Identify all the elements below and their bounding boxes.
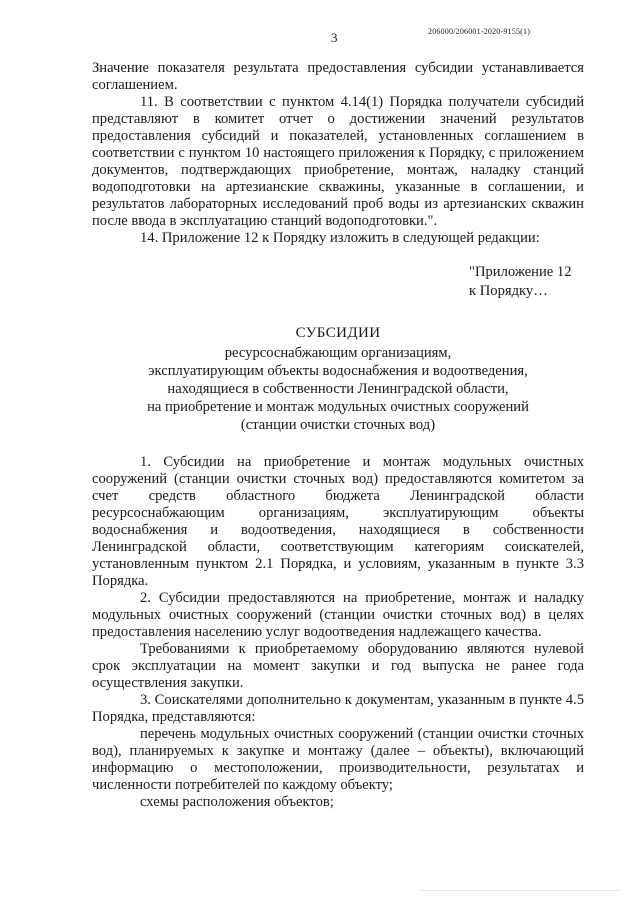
page-number: 3 — [331, 30, 338, 45]
subtitle-line: на приобретение и монтаж модульных очистных сооружений — [147, 399, 529, 415]
scan-artifact-line — [420, 890, 620, 891]
paragraph-facilities-schemes: схемы расположения объектов; — [140, 794, 334, 810]
subtitle-line: (станции очистки сточных вод) — [240, 417, 436, 433]
subtitle-line: находящиеся в собственности Ленинградской области, — [167, 381, 509, 397]
paragraph-item-3: 3. Соискателями дополнительно к документам, указанным в пункте 4.5 Порядка, представляются: — [92, 692, 584, 725]
paragraph-equipment-requirements: Требованиями к приобретаемому оборудованию являются нулевой срок эксплуатации на момент закупки и год выпуска не ранее года осуществления закупки. — [92, 641, 584, 691]
subtitle-line: ресурсоснабжающим организациям, — [224, 345, 452, 361]
section-title: СУБСИДИИ — [295, 325, 381, 341]
document-code: 206000/206001-2020-9155(1) — [428, 27, 531, 36]
section-title-block — [92, 325, 584, 434]
paragraph-result-value: Значение показателя результата предоставления субсидии устанавливается соглашением. — [92, 60, 584, 93]
paragraph-item-11: 11. В соответствии с пунктом 4.14(1) Порядка получатели субсидий представляют в комитет отчет о достижении значений результатов предоставления субсидий и показателей, установленных соглашением в соответствии с пунктом 10 настоящего приложения к Порядку, с приложением документов, подтверждающих приобретение, монтаж, наладку станций водоподготовки на артезианские скважины, указанные в соглашении, и результатов лабораторных исследований проб воды из артезианских скважин после ввода в эксплуатацию станций водоподготовки.". — [92, 94, 584, 229]
paragraph-item-1: 1. Субсидии на приобретение и монтаж модульных очистных сооружений (станции очистки сточных вод) предоставляются комитетом за счет средств областного бюджета Ленинградской области ресурсоснабжающим организациям, эксплуатирующим объекты водоснабжения и водоотведения, находящиеся в собственности Ленинградской области, соответствующим категориям соискателей, установленным пунктом 2.1 Порядка, и условиям, указанным в пункте 3.3 Порядка. — [92, 454, 584, 589]
document-body — [92, 60, 584, 811]
paragraph-item-2: 2. Субсидии предоставляются на приобретение, монтаж и наладку модульных очистных сооружений (станции очистки сточных вод) в целях предоставления населению услуг водоотведения надлежащего качества. — [92, 590, 584, 640]
paragraph-facilities-list: перечень модульных очистных сооружений (станции очистки сточных вод), планируемых к закупке и монтажу (далее – объекты), включающий информацию о местоположении, производительности, результатах и численности потребителей по каждому объекту; — [92, 726, 584, 793]
appendix-reference: "Приложение 12 к Порядку… — [469, 264, 572, 299]
subtitle-line: эксплуатирующим объекты водоснабжения и водоотведения, — [148, 363, 528, 379]
paragraph-item-14: 14. Приложение 12 к Порядку изложить в следующей редакции: — [140, 230, 540, 246]
